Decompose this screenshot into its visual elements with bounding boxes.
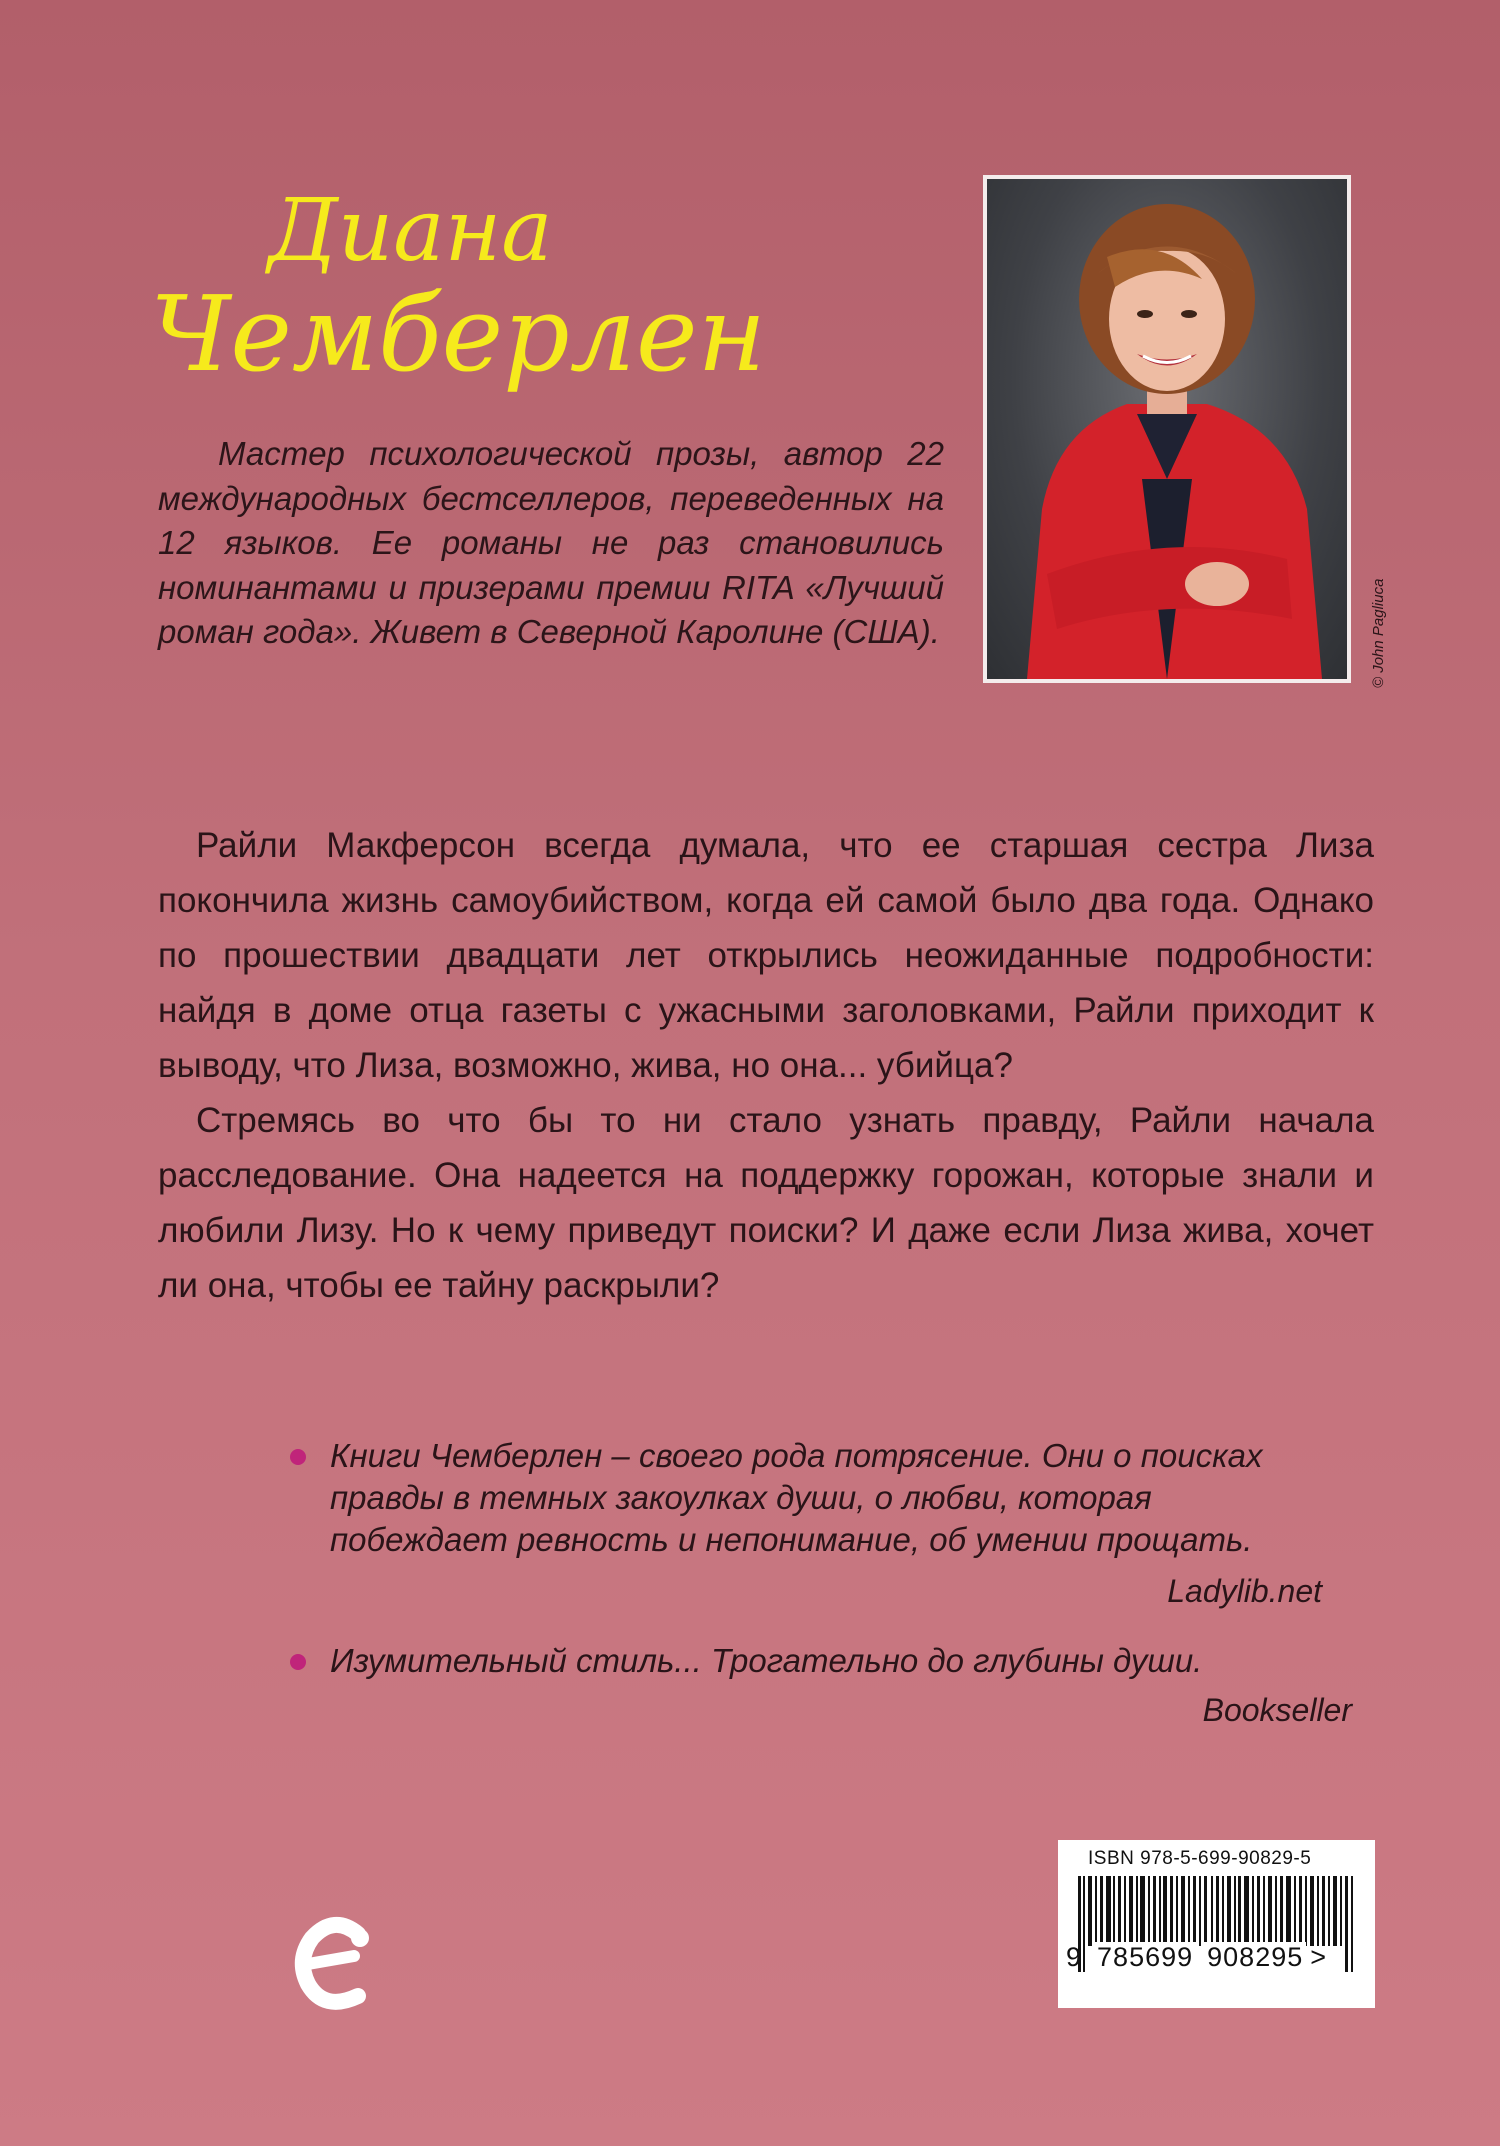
- isbn-digit-group: 908295: [1204, 1942, 1306, 1973]
- isbn-barcode-block: [1058, 1840, 1375, 2008]
- isbn-label: ISBN 978-5-699-90829-5: [1088, 1848, 1312, 1869]
- isbn-digit-first: 9: [1066, 1942, 1083, 1972]
- photo-credit: [1352, 578, 1412, 690]
- photo-credit-text: © John Pagliuca: [1370, 578, 1387, 688]
- book-synopsis: [158, 818, 1374, 1313]
- eksmo-e-logo-icon: [294, 1908, 380, 2018]
- author-name: [150, 170, 767, 430]
- review-quotes: [290, 1435, 1350, 1729]
- review-quote-source: Ladylib.net: [1167, 1573, 1322, 1609]
- review-quote-text: Книги Чемберлен – своего рода потрясение. Они о поисках правды в темных закоулках души, о любви, которая побеждает ревность и непонимание, об умении прощать.: [330, 1437, 1263, 1558]
- bullet-icon: [290, 1654, 306, 1670]
- synopsis-paragraph: Стремясь во что бы то ни стало узнать правду, Райли начала расследование. Она надеется на поддержку горожан, которые знали и любили Лизу. Но к чему приведут поиски? И даже если Лиза жива, хочет ли она, чтобы ее тайну раскрыли?: [158, 1101, 1374, 1305]
- review-quote: [290, 1640, 1350, 1729]
- author-name-lettering: [150, 170, 767, 430]
- bullet-icon: [290, 1449, 306, 1465]
- review-quote-text: Изумительный стиль... Трогательно до глубины души.: [330, 1642, 1203, 1679]
- author-first-name: Диана: [268, 181, 553, 281]
- synopsis-paragraph: Райли Макферсон всегда думала, что ее старшая сестра Лиза покончила жизнь самоубийством, когда ей самой было два года. Однако по прошествии двадцати лет открылись неожиданные подробности: найдя в доме отца газеты с ужасными заголовками, Райли приходит к выводу, что Лиза, возможно, жива, но она... убийца?: [158, 826, 1374, 1085]
- isbn-digits: [1066, 1942, 1363, 1973]
- author-last-name: Чемберлен: [150, 273, 767, 395]
- author-photo: [987, 179, 1347, 679]
- review-quote: [290, 1435, 1350, 1610]
- isbn-digit-end: >: [1310, 1942, 1328, 1972]
- author-portrait-illustration: [987, 179, 1347, 679]
- author-photo-frame: [983, 175, 1351, 683]
- isbn-digit-group: 785699: [1094, 1942, 1196, 1973]
- review-quote-source: Bookseller: [1202, 1692, 1352, 1728]
- author-bio: Мастер психологической прозы, автор 22 международных бестселлеров, переведенных на 12 языков. Ее романы не раз становились номинантами и призерами премии RITA «Лучший роман года». Живет в Северной Каролине (США).: [158, 435, 944, 650]
